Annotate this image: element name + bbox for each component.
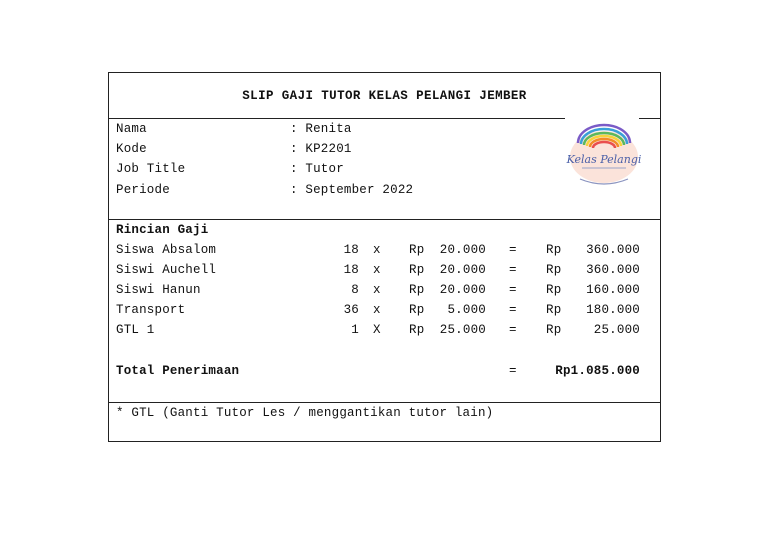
total-value: Rp1.085.000: [555, 364, 640, 378]
row-cur: Rp: [409, 243, 425, 257]
slip-title: SLIP GAJI TUTOR KELAS PELANGI JEMBER: [242, 89, 527, 103]
row-eq: =: [509, 323, 517, 337]
row-item: Siswi Auchell: [116, 263, 217, 277]
row-item: GTL 1: [116, 323, 155, 337]
details-heading: Rincian Gaji: [116, 223, 209, 237]
row-cur2: Rp: [546, 323, 562, 337]
row-op: x: [373, 243, 381, 257]
row-eq: =: [509, 243, 517, 257]
info-label-periode: Periode: [116, 183, 170, 197]
row-op: x: [373, 263, 381, 277]
header-divider: [109, 118, 565, 119]
salary-slip: [108, 72, 661, 442]
info-value-periode: : September 2022: [290, 183, 414, 197]
logo-text: Kelas Pelangi: [566, 153, 642, 166]
info-value-nama: : Renita: [290, 122, 352, 136]
row-op: X: [373, 323, 381, 337]
row-item: Transport: [116, 303, 186, 317]
row-cur: Rp: [409, 323, 425, 337]
row-amount: 25.000: [593, 323, 640, 337]
total-label: Total Penerimaan: [116, 364, 240, 378]
row-cur2: Rp: [546, 243, 562, 257]
total-divider: [109, 402, 660, 403]
row-rate: 20.000: [439, 263, 486, 277]
info-value-kode: : KP2201: [290, 142, 352, 156]
row-qty: 1: [351, 323, 359, 337]
row-eq: =: [509, 303, 517, 317]
row-eq: =: [509, 283, 517, 297]
row-op: x: [373, 283, 381, 297]
row-eq: =: [509, 263, 517, 277]
row-qty: 36: [343, 303, 359, 317]
row-rate: 20.000: [439, 283, 486, 297]
info-label-nama: Nama: [116, 122, 147, 136]
row-qty: 8: [351, 283, 359, 297]
row-amount: 360.000: [586, 263, 640, 277]
kelas-pelangi-logo: [564, 113, 644, 193]
row-amount: 180.000: [586, 303, 640, 317]
row-item: Siswa Absalom: [116, 243, 217, 257]
row-rate: 20.000: [439, 243, 486, 257]
row-op: x: [373, 303, 381, 317]
row-cur: Rp: [409, 283, 425, 297]
info-label-kode: Kode: [116, 142, 147, 156]
total-eq: =: [509, 364, 517, 378]
footnote: * GTL (Ganti Tutor Les / menggantikan tutor lain): [116, 406, 494, 420]
row-cur2: Rp: [546, 263, 562, 277]
row-cur: Rp: [409, 263, 425, 277]
row-rate: 5.000: [447, 303, 486, 317]
row-cur: Rp: [409, 303, 425, 317]
info-value-job-title: : Tutor: [290, 162, 344, 176]
row-cur2: Rp: [546, 303, 562, 317]
row-rate: 25.000: [439, 323, 486, 337]
info-divider: [109, 219, 660, 220]
info-label-job-title: Job Title: [116, 162, 186, 176]
row-cur2: Rp: [546, 283, 562, 297]
row-qty: 18: [343, 243, 359, 257]
row-amount: 360.000: [586, 243, 640, 257]
row-qty: 18: [343, 263, 359, 277]
row-item: Siswi Hanun: [116, 283, 201, 297]
row-amount: 160.000: [586, 283, 640, 297]
